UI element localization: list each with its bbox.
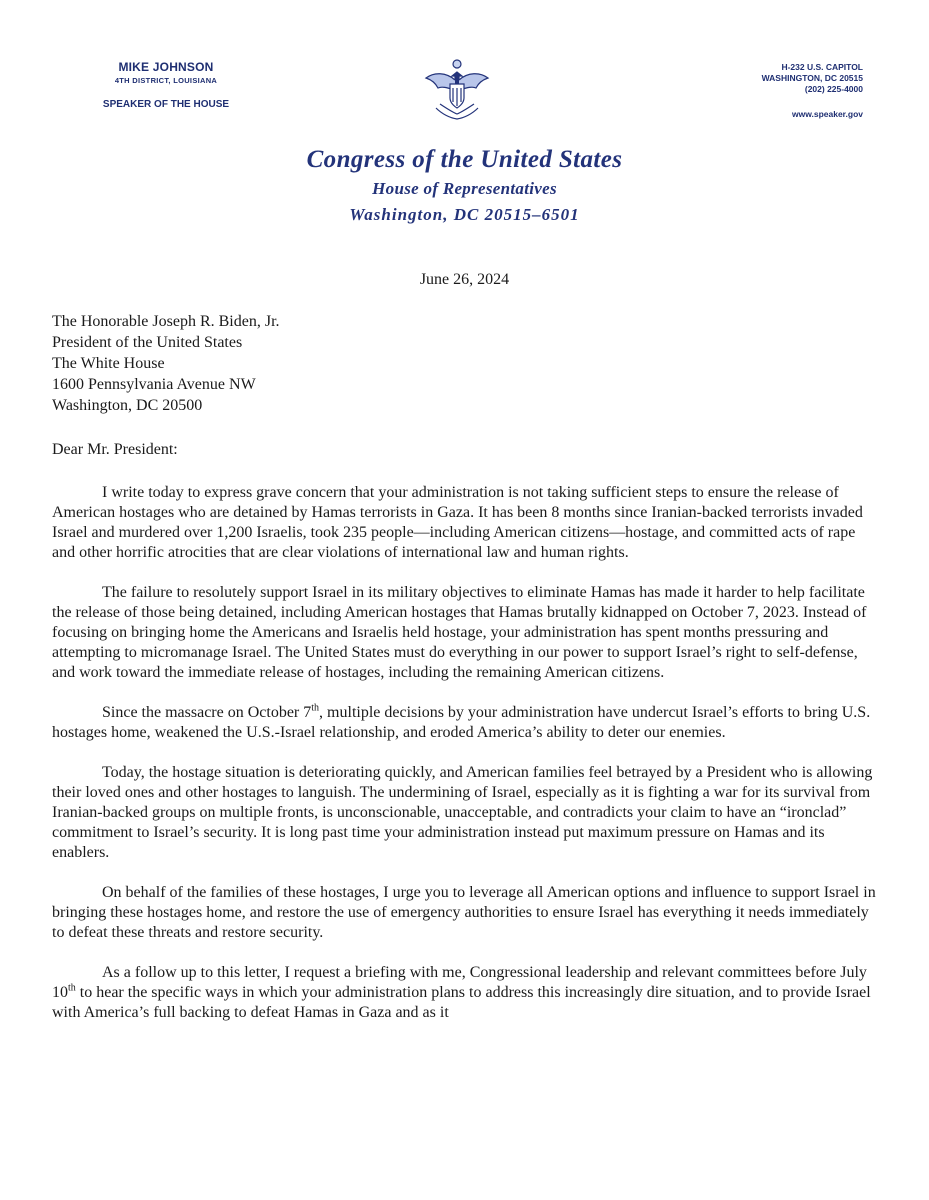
paragraph-3 xyxy=(52,703,877,743)
office-website: www.speaker.gov xyxy=(791,109,863,119)
paragraph-3-start: Since the massacre on October 7 xyxy=(102,704,312,721)
salutation: Dear Mr. President: xyxy=(52,441,178,458)
letterhead-house: House of Representatives xyxy=(372,179,557,198)
letterhead xyxy=(200,145,729,225)
ordinal-suffix: th xyxy=(311,702,320,714)
paragraph-2: The failure to resolutely support Israel in its military objectives to eliminate Hamas has made it harder to help facilitate the release of those being detained, including American hostages that Hamas brutally kidnapped on October 7, 2023. Instead of focusing on bringing home the Americans and Israelis held hostage, your administration has spent months pressuring and attempting to micromanage Israel. The United States must do everything in our power to support Israel’s right to self-defense, and work toward the immediate release of hostages, including the remaining American citizens. xyxy=(52,584,867,681)
paragraph-4: Today, the hostage situation is deteriorating quickly, and American families feel betrayed by a President who is allowing their loved ones and other hostages to languish. The undermining of Israel, especially as it is fighting a war for its survival from Iranian-backed groups on multiple fronts, is unconscionable, unacceptable, and contradicts your claim to have an “ironclad” commitment to Israel’s security. It is long past time your administration instead put maximum pressure on Hamas and its enablers. xyxy=(52,764,873,861)
sender-name: MIKE JOHNSON xyxy=(118,60,214,74)
recipient-line: President of the United States xyxy=(52,334,243,351)
office-block xyxy=(663,62,863,120)
paragraph-6-start: As a follow up to this letter, I request a briefing with me, Congressional leadership and relevant committees before July 10 xyxy=(52,964,867,1001)
office-address-line2: WASHINGTON, DC 20515 xyxy=(761,73,863,83)
letterhead-city: Washington, DC 20515–6501 xyxy=(349,205,580,224)
sender-district: 4TH DISTRICT, LOUISIANA xyxy=(114,76,218,85)
paragraph-6 xyxy=(52,963,877,1023)
paragraph-1: I write today to express grave concern that your administration is not taking sufficient steps to ensure the release of American hostages who are detained by Hamas terrorists in Gaza. It has been 8 months since Iranian-backed terrorists invaded Israel and murdered over 1,200 Israelis, took 235 people—including American citizens—hostage, and committed acts of rape and other horrific atrocities that are clear violations of international law and human rights. xyxy=(52,484,863,561)
recipient-address xyxy=(52,311,280,416)
letter-body xyxy=(52,483,877,1043)
recipient-line: The White House xyxy=(52,355,165,372)
ordinal-suffix: th xyxy=(68,982,76,994)
paragraph-5: On behalf of the families of these hostages, I urge you to leverage all American options and influence to support Israel in bringing these hostages home, and restore the use of emergency authorities to ensure Israel has everything it needs immediately to defeat these threats and restore security. xyxy=(52,884,876,941)
recipient-line: Washington, DC 20500 xyxy=(52,397,203,414)
paragraph-6-end: to hear the specific ways in which your administration plans to address this increasingly dire situation, and to provide Israel with America’s full backing to defeat Hamas in Gaza and as it xyxy=(52,984,871,1021)
recipient-line: 1600 Pennsylvania Avenue NW xyxy=(52,376,256,393)
office-phone: (202) 225-4000 xyxy=(804,84,863,94)
office-address-line1: H-232 U.S. CAPITOL xyxy=(781,62,863,72)
letterhead-congress: Congress of the United States xyxy=(306,146,623,173)
letter-date: June 26, 2024 xyxy=(419,271,510,288)
great-seal-eagle-icon xyxy=(422,58,492,120)
paragraph-3-end: , multiple decisions by your administration have undercut Israel’s efforts to bring U.S. hostages home, weakened the U.S.-Israel relationship, and eroded America’s ability to deter our enemies. xyxy=(52,704,871,741)
recipient-line: The Honorable Joseph R. Biden, Jr. xyxy=(52,313,280,330)
sender-block xyxy=(66,60,266,110)
sender-role: SPEAKER OF THE HOUSE xyxy=(102,99,230,110)
